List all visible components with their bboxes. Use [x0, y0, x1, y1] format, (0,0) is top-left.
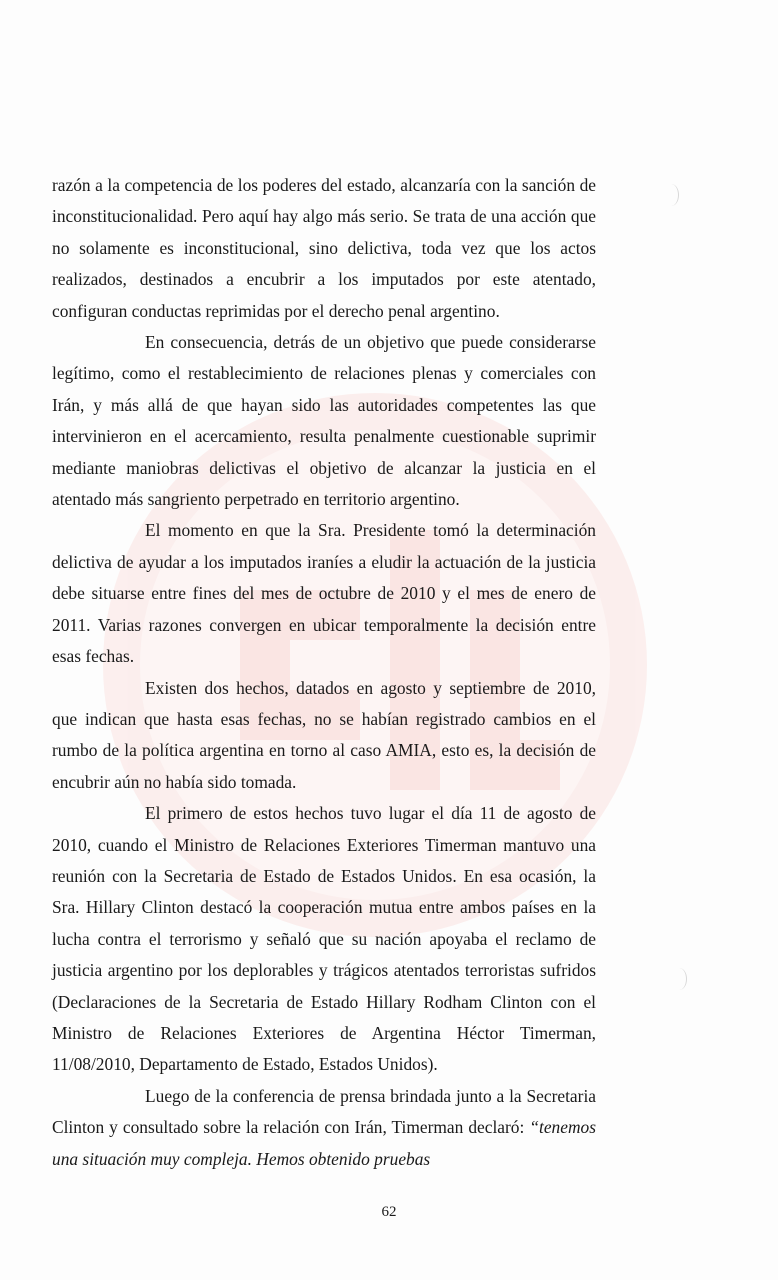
paragraph-5: El primero de estos hechos tuvo lugar el día 11 de agosto de 2010, cuando el Ministro de Relaciones Exteriores Timerman mantuvo una reunión con la Secretaria de Estado de Estados Unidos. En esa ocasión, la Sra. Hillary Clinton destacó la cooperación mutua entre ambos países en la lucha contra el terrorismo y señaló que su nación apoyaba el reclamo de justicia argentino por los deplorables y trágicos atentados terroristas sufridos (Declaraciones de la Secretaria de Estado Hillary Rodham Clinton con el Ministro de Relaciones Exteriores de Argentina Héctor Timerman, 11/08/2010, Departamento de Estado, Estados Unidos). [52, 803, 596, 1075]
paragraph-6-text: Luego de la conferencia de prensa brindada junto a la Secretaria Clinton y consultado sobre la relación con Irán, Timerman declaró: [52, 1085, 596, 1138]
body-text [52, 170, 596, 1175]
scan-artifact-bottom [672, 968, 687, 990]
page-number: 62 [381, 1204, 397, 1220]
paragraph-1: razón a la competencia de los poderes del estado, alcanzaría con la sanción de inconstitucionalidad. Pero aquí hay algo más serio. Se trata de una acción que no solamente es inconstitucional, sino delictiva, toda vez que los actos realizados, destinados a encubrir a los imputados por este atentado, configuran conductas reprimidas por el derecho penal argentino. [52, 175, 596, 321]
paragraph-3: El momento en que la Sra. Presidente tomó la determinación delictiva de ayudar a los imputados iraníes a eludir la actuación de la justicia debe situarse entre fines del mes de octubre de 2010 y el mes de enero de 2011. Varias razones convergen en ubicar temporalmente la decisión entre esas fechas. [52, 520, 596, 667]
paragraph-6 [52, 1081, 596, 1175]
paragraph-4: Existen dos hechos, datados en agosto y septiembre de 2010, que indican que hasta esas fechas, no se habían registrado cambios en el rumbo de la política argentina en torno al caso AMIA, esto es, la decisión de encubrir aún no había sido tomada. [52, 677, 596, 792]
scan-artifact-top [664, 184, 679, 206]
paragraph-2: En consecuencia, detrás de un objetivo que puede considerarse legítimo, como el restablecimiento de relaciones plenas y comerciales con Irán, y más allá de que hayan sido las autoridades competentes las que intervinieron en el acercamiento, resulta penalmente cuestionable suprimir mediante maniobras delictivas el objetivo de alcanzar la justicia en el atentado más sangriento perpetrado en territorio argentino. [52, 332, 596, 510]
quote-text: “tenemos una situación muy compleja. Hemos obtenido pruebas [52, 1117, 596, 1169]
